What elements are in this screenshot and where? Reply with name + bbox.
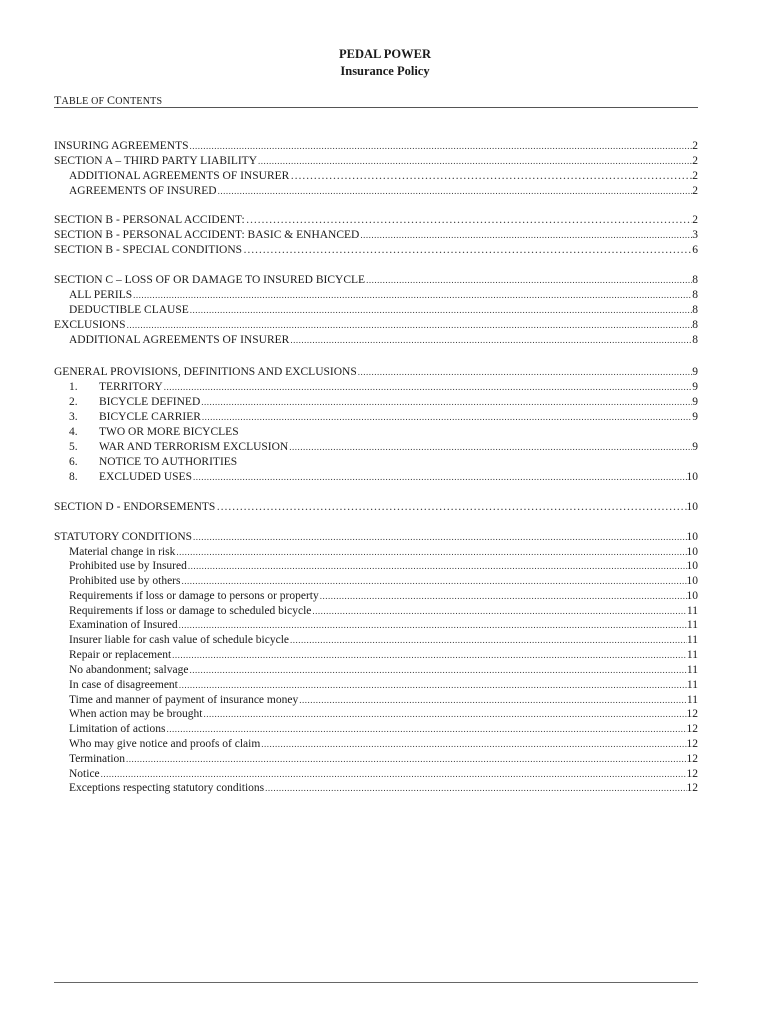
toc-entry-war-terrorism-exclusion[interactable]: 5. WAR AND TERRORISM EXCLUSION ..... 9	[69, 439, 698, 454]
toc-entry-section-b-personal-accident[interactable]: SECTION B - PERSONAL ACCIDENT: …………………………………………………………………………………………………………………………………… 2	[54, 212, 698, 227]
toc-entry-time-manner-payment[interactable]: Time and manner of payment of insurance money ..... 11	[69, 692, 698, 707]
toc-entry-prohibited-use-others[interactable]: Prohibited use by others ..... 10	[69, 573, 698, 588]
toc-entry-section-a[interactable]: SECTION A – THIRD PARTY LIABILITY ..... 2	[54, 153, 698, 168]
toc-entry-section-b-special-conditions[interactable]: SECTION B - SPECIAL CONDITIONS …………………………………………………………………………………………………………………………………… 6	[54, 242, 698, 257]
toc-entry-exceptions-statutory-conditions[interactable]: Exceptions respecting statutory conditions ..... 12	[69, 780, 698, 795]
toc-entry-requirements-persons-property[interactable]: Requirements if loss or damage to persons or property ..... 10	[69, 588, 698, 603]
toc-entry-material-change[interactable]: Material change in risk ..... 10	[69, 544, 698, 559]
toc-entry-section-c[interactable]: SECTION C – LOSS OF OR DAMAGE TO INSURED BICYCLE ..... 8	[54, 272, 698, 287]
toc-entry-examination-of-insured[interactable]: Examination of Insured ..... 11	[69, 617, 698, 632]
toc-entry-deductible-clause[interactable]: DEDUCTIBLE CLAUSE ..... 8	[69, 302, 698, 317]
toc-entry-insurer-liable-cash-value[interactable]: Insurer liable for cash value of schedule bicycle ..... 11	[69, 632, 698, 647]
header-rule	[54, 107, 698, 108]
toc-heading: TABLE OF CONTENTS	[54, 93, 163, 107]
document-subtitle: Insurance Policy	[340, 64, 430, 78]
toc-entry-two-or-more-bicycles[interactable]: 4. TWO OR MORE BICYCLES	[69, 426, 239, 438]
toc-entry-when-action-brought[interactable]: When action may be brought ..... 12	[69, 706, 698, 721]
toc-entry-repair-replacement[interactable]: Repair or replacement ..... 11	[69, 647, 698, 662]
toc-entry-general-provisions[interactable]: GENERAL PROVISIONS, DEFINITIONS AND EXCLUSIONS ..... 9	[54, 364, 698, 379]
toc-entry-termination[interactable]: Termination ..... 12	[69, 751, 698, 766]
toc-entry-territory[interactable]: 1. TERRITORY ..... 9	[69, 379, 698, 394]
toc-entry-agreements-of-insured[interactable]: AGREEMENTS OF INSURED ..... 2	[69, 183, 698, 198]
toc-entry-notice[interactable]: Notice ..... 12	[69, 766, 698, 781]
toc-entry-section-b-basic-enhanced[interactable]: SECTION B - PERSONAL ACCIDENT: BASIC & ENHANCED ..... 3	[54, 227, 698, 242]
toc-entry-case-of-disagreement[interactable]: In case of disagreement ..... 11	[69, 677, 698, 692]
document-title: PEDAL POWER	[338, 47, 432, 61]
toc-entry-who-may-give-notice[interactable]: Who may give notice and proofs of claim ..... 12	[69, 736, 698, 751]
toc-entry-excluded-uses[interactable]: 8. EXCLUDED USES ..... 10	[69, 469, 698, 484]
toc-entry-notice-to-authorities[interactable]: 6. NOTICE TO AUTHORITIES	[69, 456, 238, 468]
toc-entry-limitation-of-actions[interactable]: Limitation of actions ..... 12	[69, 721, 698, 736]
toc-entry-bicycle-carrier[interactable]: 3. BICYCLE CARRIER ..... 9	[69, 409, 698, 424]
toc-entry-additional-agreements-insurer-a[interactable]: ADDITIONAL AGREEMENTS OF INSURER …………………………………………………………………………………………………………………………………… 2	[69, 168, 698, 183]
toc-entry-requirements-scheduled-bicycle[interactable]: Requirements if loss or damage to scheduled bicycle ..... 11	[69, 603, 698, 618]
toc-entry-section-d-endorsements[interactable]: SECTION D - ENDORSEMENTS …………………………………………………………………………………………………………………………………… 10	[54, 499, 698, 514]
toc-entry-additional-agreements-insurer-c[interactable]: ADDITIONAL AGREEMENTS OF INSURER ..... 8	[69, 332, 698, 347]
footer-rule	[54, 982, 698, 983]
toc-entry-all-perils[interactable]: ALL PERILS ..... 8	[69, 287, 698, 302]
toc-entry-no-abandonment[interactable]: No abandonment; salvage ..... 11	[69, 662, 698, 677]
toc-entry-exclusions[interactable]: EXCLUSIONS ..... 8	[54, 317, 698, 332]
toc-entry-bicycle-defined[interactable]: 2. BICYCLE DEFINED ..... 9	[69, 394, 698, 409]
toc-entry-insuring-agreements[interactable]: INSURING AGREEMENTS ..... 2	[54, 138, 698, 153]
toc-entry-prohibited-use-insured[interactable]: Prohibited use by Insured ..... 10	[69, 558, 698, 573]
toc-entry-statutory-conditions[interactable]: STATUTORY CONDITIONS ..... 10	[54, 529, 698, 544]
